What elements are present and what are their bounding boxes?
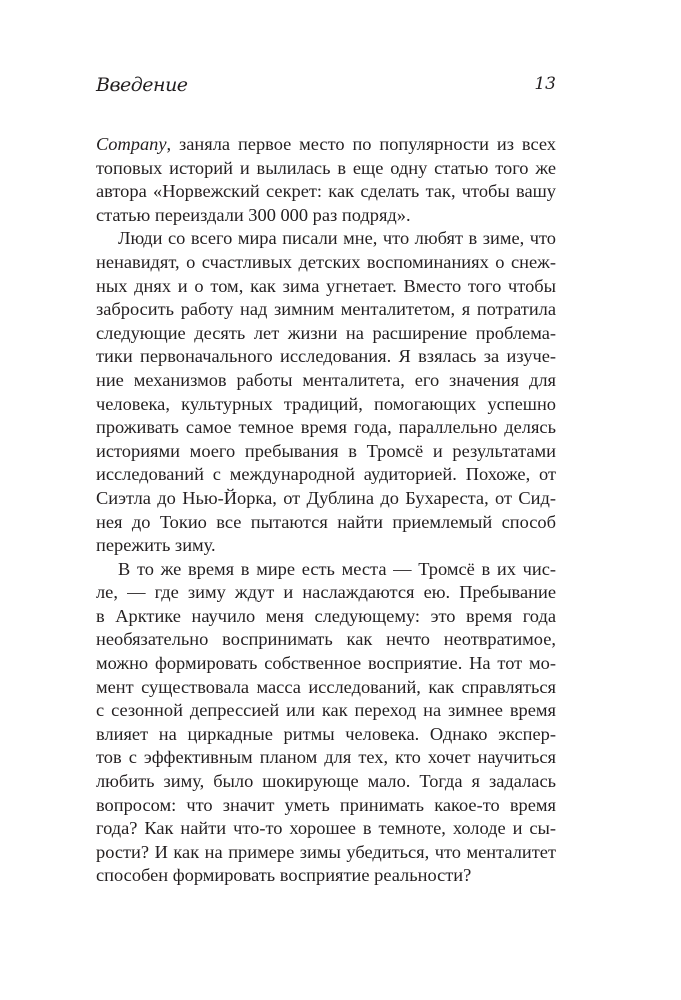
line-text: В то же время в мире есть места — Тромсё в их чис- xyxy=(118,558,556,579)
line-text: влияет на циркадные ритмы человека. Однако экспер- xyxy=(96,723,556,744)
line-text: нея до Токио все пытаются найти приемлемый способ xyxy=(96,511,556,532)
text-line xyxy=(96,204,556,228)
text-line xyxy=(96,770,556,794)
text-line xyxy=(96,605,556,629)
line-text: ние механизмов работы менталитета, его значения для xyxy=(96,369,556,390)
line-text: историями моего пребывания в Тромсё и результатами xyxy=(96,440,556,461)
text-line xyxy=(96,558,556,582)
text-line xyxy=(96,864,556,888)
line-text: , заняла первое место по популярности из всех xyxy=(166,134,556,154)
text-line xyxy=(96,511,556,535)
text-line xyxy=(96,275,556,299)
text-line xyxy=(96,817,556,841)
text-line xyxy=(96,298,556,322)
line-text: Люди со всего мира писали мне, что любят в зиме, что xyxy=(118,228,556,249)
line-text: человека, культурных традиций, помогающих успешно xyxy=(96,393,556,414)
text-line xyxy=(96,581,556,605)
text-line xyxy=(96,628,556,652)
line-text: пережить зиму. xyxy=(96,535,216,556)
text-line xyxy=(96,345,556,369)
line-text: статью переиздали 300 000 раз подряд». xyxy=(96,204,411,225)
line-text: рости? И как на примере зимы убедиться, что менталитет xyxy=(96,841,556,862)
text-line xyxy=(96,746,556,770)
line-text: тов с эффективным планом для тех, кто хочет научиться xyxy=(96,747,556,768)
text-line xyxy=(96,133,556,157)
line-text: необязательно воспринимать как нечто неотвратимое, xyxy=(96,629,556,650)
line-text: ненавидят, о счастливых детских воспоминаниях о снеж- xyxy=(96,251,556,272)
line-text: исследований с международной аудиторией. Похоже, от xyxy=(96,464,556,485)
line-text: вопросом: что значит уметь принимать какое-то время xyxy=(96,794,556,815)
text-line xyxy=(96,322,556,346)
line-text: топовых историй и вылилась в еще одну статью того же xyxy=(96,157,556,178)
line-text: года? Как найти что-то хорошее в темноте, холоде и сы- xyxy=(96,818,556,839)
line-text: мент существовала масса исследований, как справляться xyxy=(96,676,556,697)
text-line xyxy=(96,841,556,865)
line-text: ных днях и о том, как зима угнетает. Вместо того чтобы xyxy=(96,275,556,296)
text-line xyxy=(96,393,556,417)
italic-term: Company xyxy=(96,134,167,154)
body-text xyxy=(96,133,556,888)
line-text: можно формировать собственное восприятие. На тот мо- xyxy=(96,653,556,674)
text-line xyxy=(96,794,556,818)
text-line xyxy=(96,440,556,464)
text-line xyxy=(96,487,556,511)
text-line xyxy=(96,699,556,723)
text-line xyxy=(96,463,556,487)
line-text: тики первоначального исследования. Я взялась за изуче- xyxy=(96,346,556,367)
page-number: 13 xyxy=(534,74,556,94)
running-header xyxy=(96,74,556,104)
text-line xyxy=(96,676,556,700)
text-line xyxy=(96,652,556,676)
line-text: способен формировать восприятие реальности? xyxy=(96,865,472,886)
text-line xyxy=(96,227,556,251)
text-line xyxy=(96,416,556,440)
text-line xyxy=(96,369,556,393)
line-text: ле, — где зиму ждут и наслаждаются ею. Пребывание xyxy=(96,582,556,603)
text-line xyxy=(96,180,556,204)
running-title: Введение xyxy=(96,74,188,96)
text-line xyxy=(96,534,556,558)
line-text: любить зиму, было шокирующе мало. Тогда я задалась xyxy=(96,771,556,792)
line-text: следующие десять лет жизни на расширение проблема- xyxy=(96,322,556,343)
text-line xyxy=(96,157,556,181)
text-line xyxy=(96,723,556,747)
line-text: в Арктике научило меня следующему: это время года xyxy=(96,605,556,626)
text-line xyxy=(96,251,556,275)
line-text: с сезонной депрессией или как переход на зимнее время xyxy=(96,700,556,721)
line-text: автора «Норвежский секрет: как сделать так, чтобы вашу xyxy=(96,181,556,202)
line-text: забросить работу над зимним менталитетом, я потратила xyxy=(96,299,556,320)
line-text: Сиэтла до Нью-Йорка, от Дублина до Бухареста, от Сид- xyxy=(96,487,556,508)
line-text: проживать самое темное время года, параллельно делясь xyxy=(96,417,556,438)
